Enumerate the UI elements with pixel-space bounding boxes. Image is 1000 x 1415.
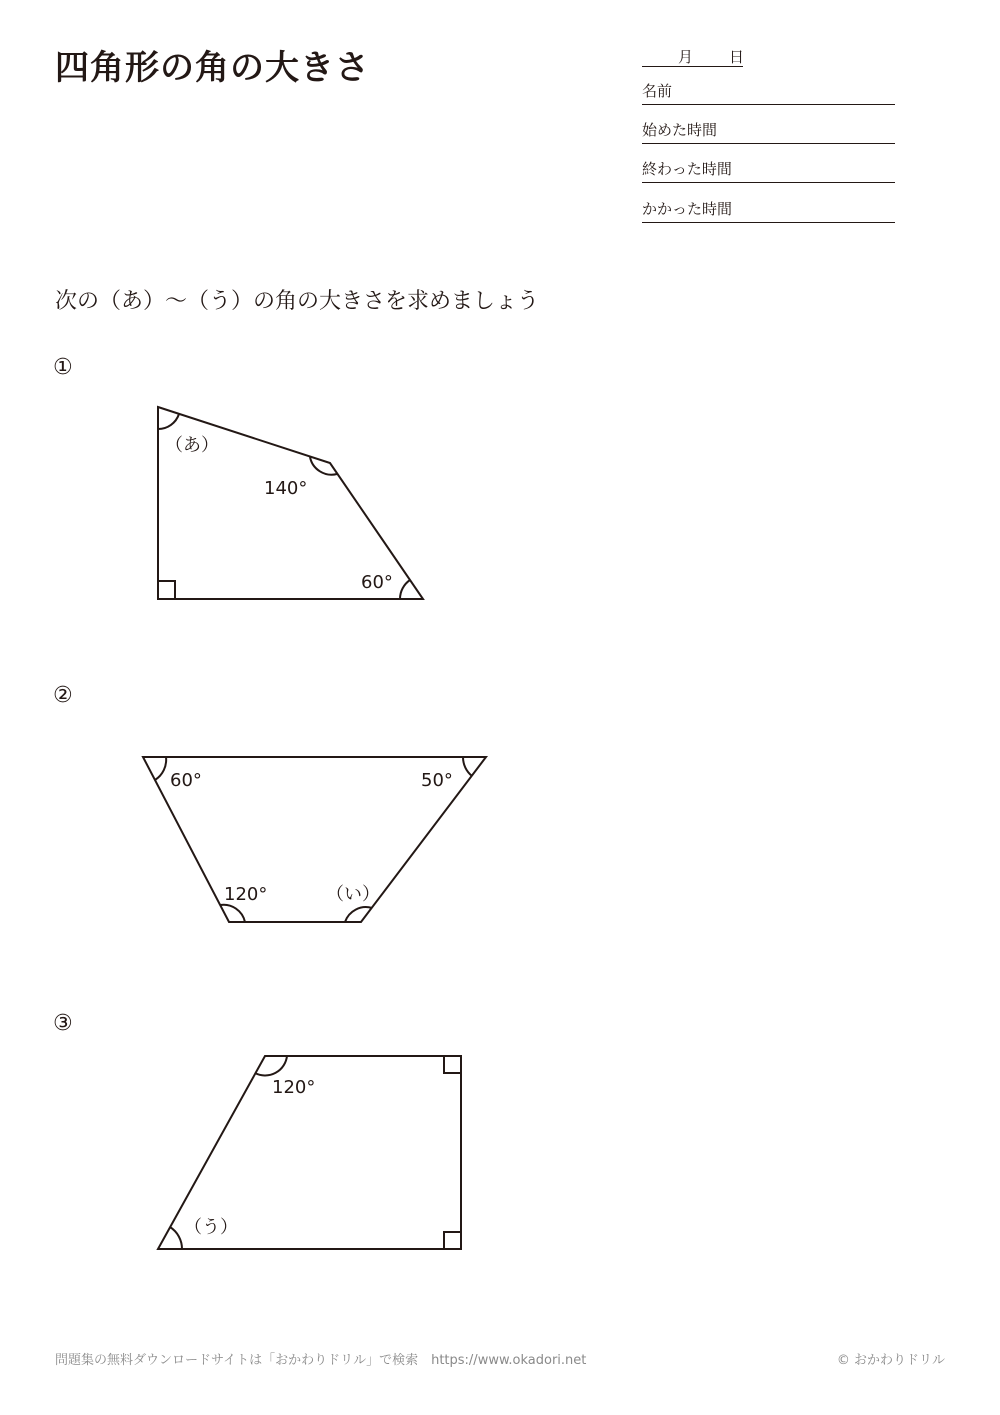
question-2-number: ②	[53, 683, 73, 708]
page-title: 四角形の角の大きさ	[55, 48, 370, 88]
angle-arc-u	[170, 1227, 182, 1249]
elapsed-time-label: かかった時間	[642, 198, 895, 223]
label-u: （う）	[184, 1217, 238, 1238]
day-label: 日	[729, 48, 745, 66]
question-1-number: ①	[53, 355, 73, 380]
right-angle-mark-2	[444, 1056, 461, 1073]
start-time-label: 始めた時間	[642, 119, 895, 144]
angle-arc-i	[345, 907, 372, 922]
name-label: 名前	[642, 80, 895, 105]
label-50: 50°	[421, 770, 453, 791]
label-120-q2: 120°	[224, 884, 268, 905]
label-a: （あ）	[165, 435, 219, 456]
instruction-text: 次の（あ）～（う）の角の大きさを求めましょう	[55, 289, 540, 314]
label-60-q2: 60°	[170, 770, 202, 791]
right-angle-mark-1	[158, 581, 175, 599]
question-3-number: ③	[53, 1011, 73, 1036]
angle-arc-50	[463, 757, 472, 776]
label-i: （い）	[326, 884, 380, 905]
month-label: 月	[678, 48, 694, 66]
end-time-label: 終わった時間	[642, 158, 895, 183]
footer-site-text: 問題集の無料ダウンロードサイトは「おかわりドリル」で検索 https://www.okadori.net	[55, 1353, 587, 1368]
label-120-q3: 120°	[272, 1077, 316, 1098]
angle-arc-60-q2	[155, 757, 166, 780]
angle-arc-60	[400, 580, 410, 599]
footer-copyright: © おかわりドリル	[836, 1353, 945, 1368]
right-angle-mark-3	[444, 1232, 461, 1249]
label-60-q1: 60°	[361, 572, 393, 593]
angle-arc-a	[158, 414, 179, 429]
label-140: 140°	[264, 478, 308, 499]
